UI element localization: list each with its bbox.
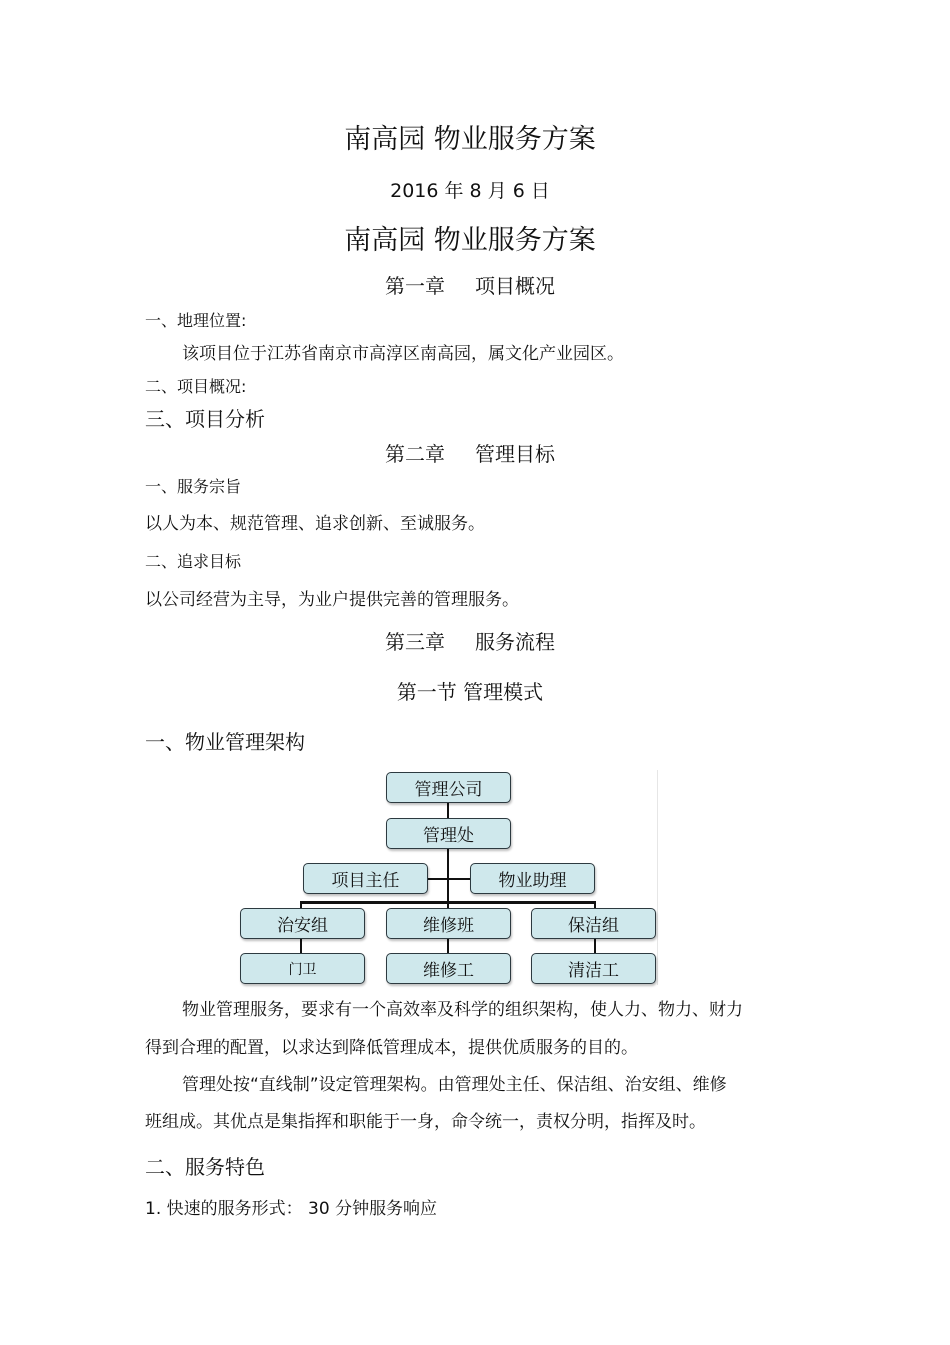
- section-heading-purpose: 一、服务宗旨: [145, 477, 242, 496]
- paragraph-2-line-1: 管理处按“直线制”设定管理架构。由管理处主任、保洁组、治安组、维修: [182, 1075, 727, 1095]
- connector-line: [447, 801, 449, 818]
- paragraph-2-line-2: 班组成。其优点是集指挥和职能于一身，命令统一，责权分明，指挥及时。: [145, 1112, 706, 1132]
- chapter-number: 第二章: [385, 442, 445, 466]
- section-heading-overview: 二、项目概况:: [145, 377, 247, 396]
- chapter-name: 管理目标: [475, 442, 555, 466]
- chapter-name: 服务流程: [475, 630, 555, 654]
- connector-line: [428, 878, 470, 880]
- connector-line: [447, 848, 449, 902]
- org-node-maintenance: 维修班: [386, 908, 511, 939]
- chart-frame-edge: [657, 770, 658, 985]
- section-1-heading: 第一节 管理模式: [396, 680, 544, 704]
- chapter-2-heading: [0, 444, 940, 464]
- chapter-number: 第三章: [385, 630, 445, 654]
- section-heading-structure: 一、物业管理架构: [145, 730, 305, 754]
- document-title-repeat: 南高园 物业服务方案: [344, 225, 596, 256]
- paragraph-1-line-2: 得到合理的配置，以求达到降低管理成本，提供优质服务的目的。: [145, 1038, 638, 1058]
- org-node-repair-worker: 维修工: [386, 953, 511, 984]
- chapter-name: 项目概况: [475, 274, 555, 298]
- chapter-1-heading: [0, 276, 940, 296]
- connector-line: [300, 939, 302, 954]
- document-title: 南高园 物业服务方案: [344, 124, 596, 155]
- org-node-assistant: 物业助理: [470, 863, 595, 894]
- org-node-cleaner: 清洁工: [531, 953, 656, 984]
- chapter-number: 第一章: [385, 274, 445, 298]
- connector-line: [594, 939, 596, 954]
- connector-line: [447, 939, 449, 954]
- section-heading-features: 二、服务特色: [145, 1155, 265, 1179]
- org-node-cleaning: 保洁组: [531, 908, 656, 939]
- org-node-company: 管理公司: [386, 772, 511, 803]
- chapter-3-heading: [0, 632, 940, 652]
- document-date: 2016 年 8 月 6 日: [390, 180, 550, 202]
- section-heading-analysis: 三、项目分析: [145, 407, 265, 431]
- section-heading-goal: 二、追求目标: [145, 552, 242, 571]
- list-item-1: 1. 快速的服务形式： 30 分钟服务响应: [145, 1199, 438, 1219]
- org-chart: [238, 770, 658, 985]
- org-node-office: 管理处: [386, 818, 511, 849]
- purpose-text: 以人为本、规范管理、追求创新、至诚服务。: [145, 514, 485, 534]
- section-heading-location: 一、地理位置:: [145, 311, 247, 330]
- paragraph-1-line-1: 物业管理服务，要求有一个高效率及科学的组织架构，使人力、物力、财力: [182, 1000, 743, 1020]
- goal-text: 以公司经营为主导，为业户提供完善的管理服务。: [145, 590, 519, 610]
- org-node-guard: 门卫: [240, 953, 365, 984]
- location-text: 该项目位于江苏省南京市高淳区南高园，属文化产业园区。: [182, 344, 624, 364]
- org-node-security: 治安组: [240, 908, 365, 939]
- org-node-director: 项目主任: [303, 863, 428, 894]
